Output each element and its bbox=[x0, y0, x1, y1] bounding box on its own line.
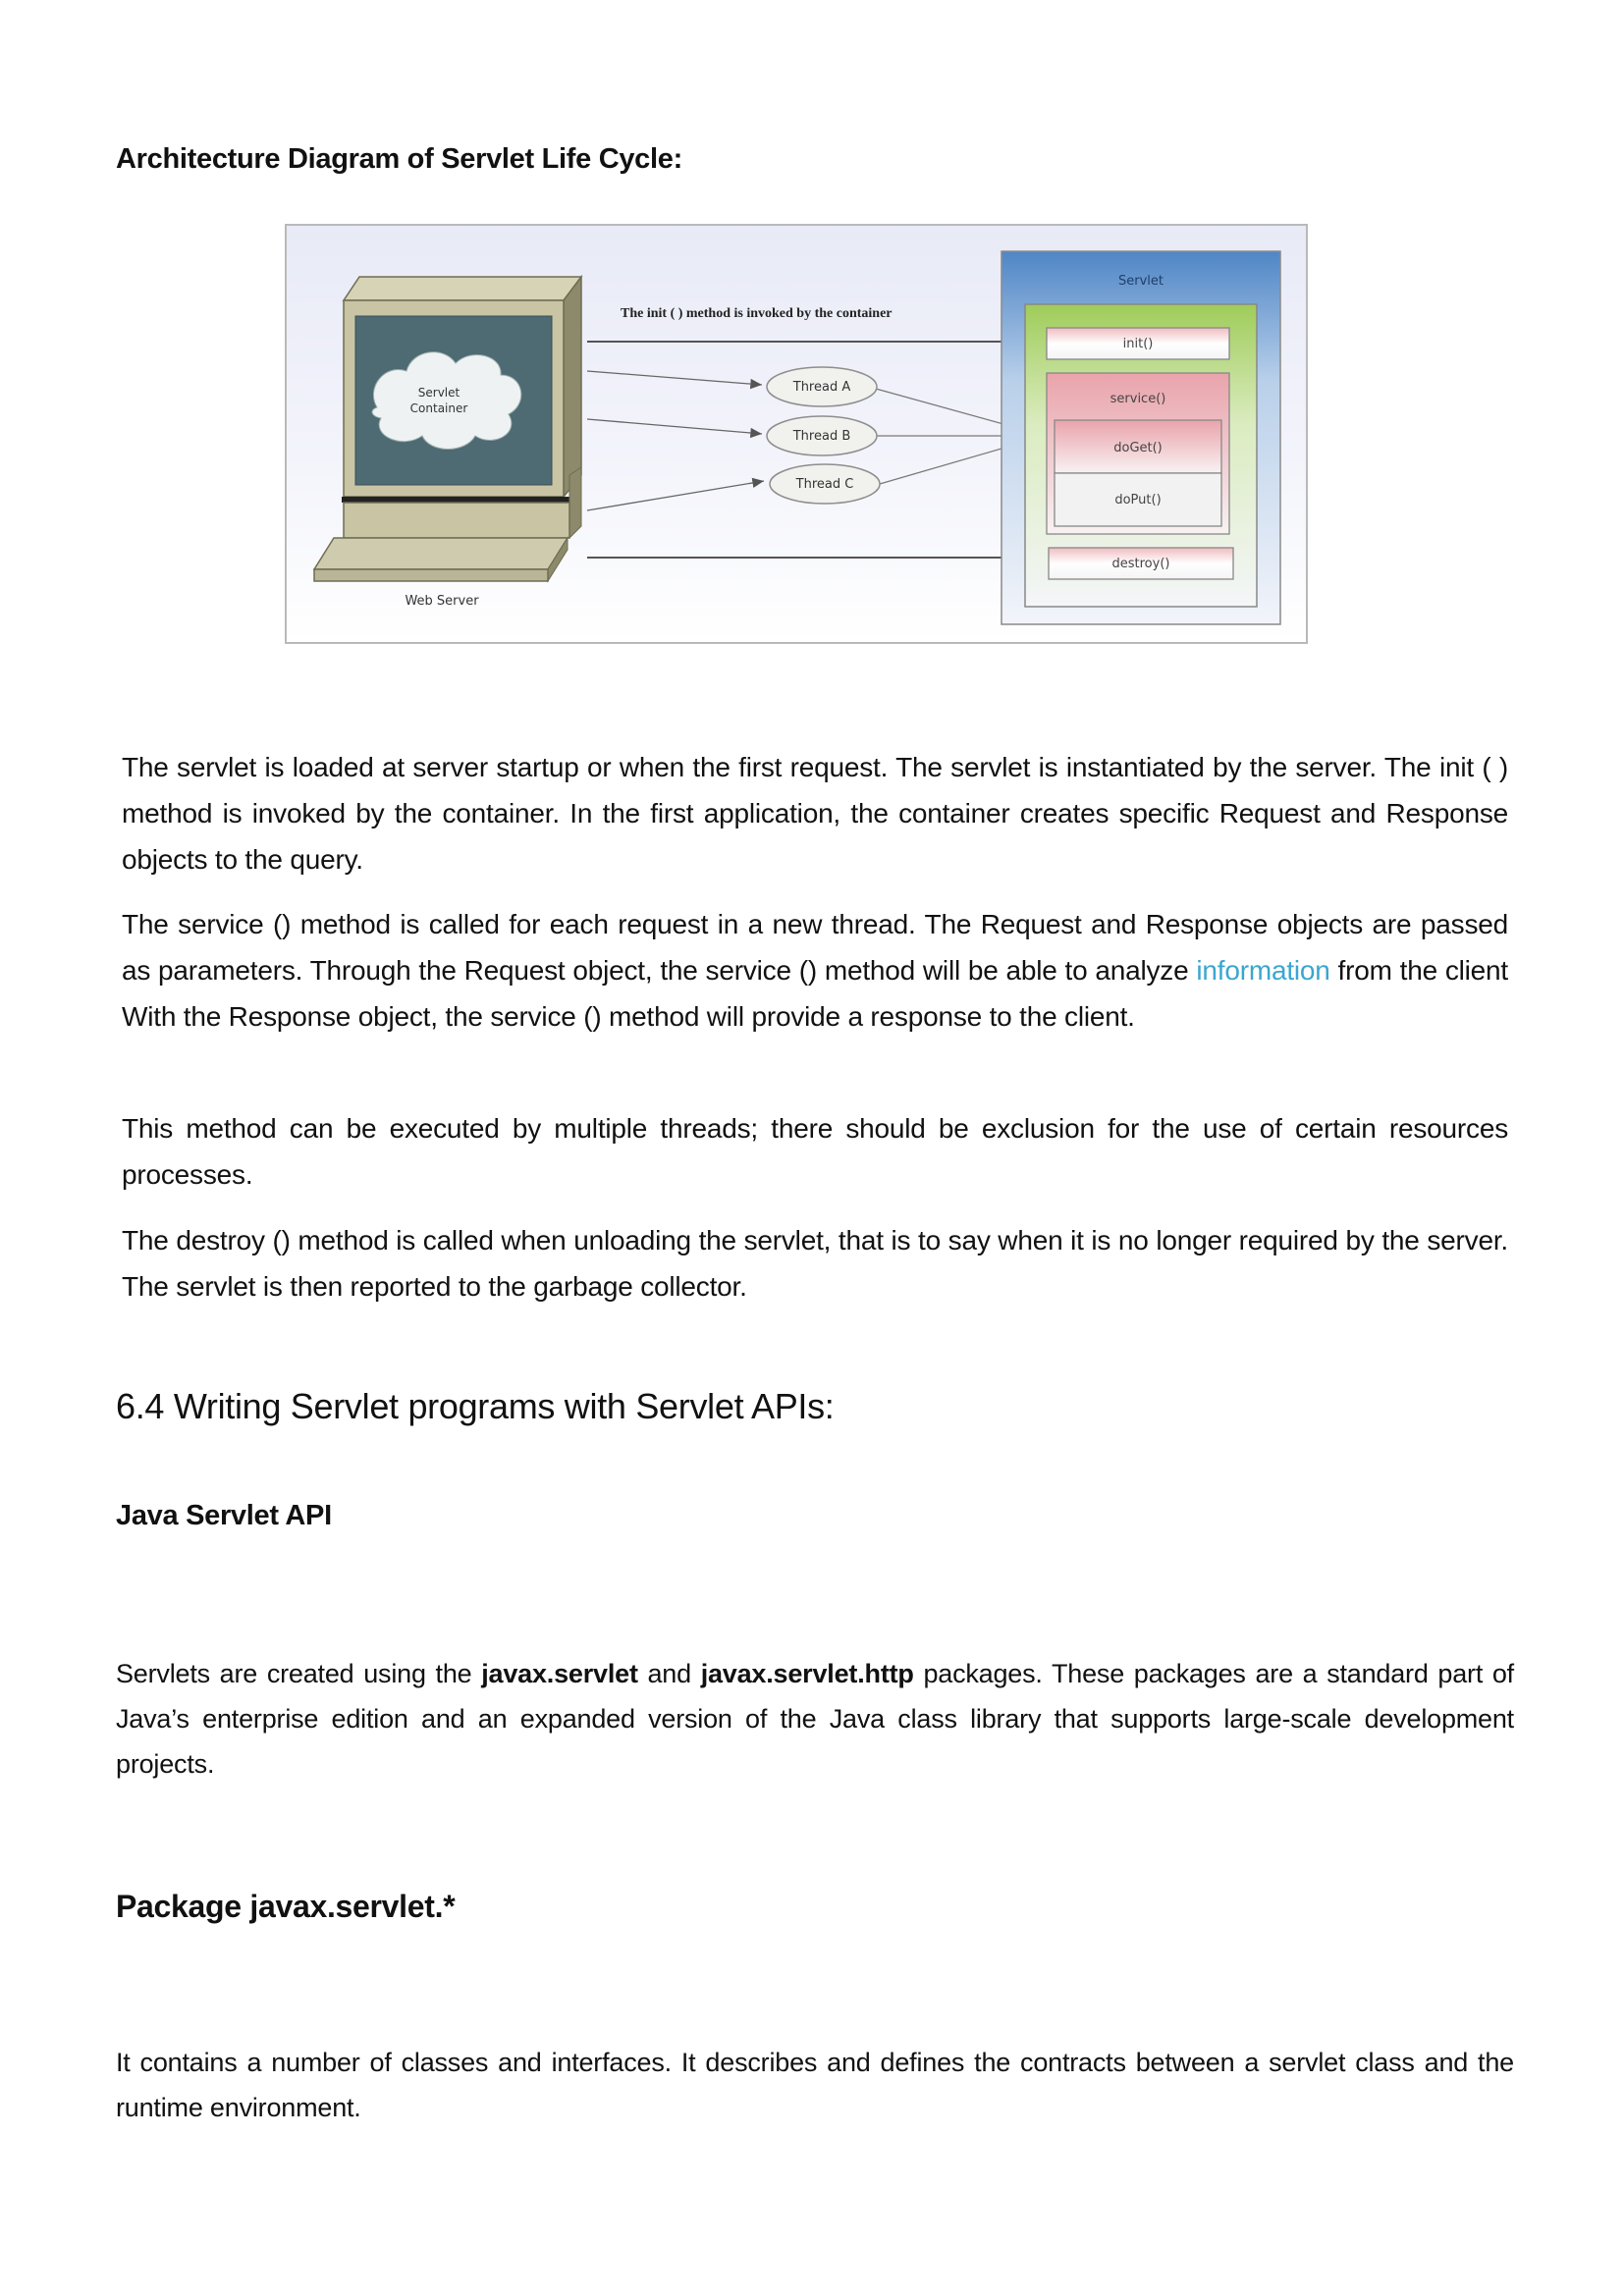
svg-text:Thread C: Thread C bbox=[795, 477, 854, 492]
svg-text:Thread B: Thread B bbox=[792, 429, 851, 444]
servlet-box bbox=[1001, 251, 1280, 624]
paragraph-package-description: It contains a number of classes and interfaces. It describes and defines the contracts between a servlet class and the runtime environment. bbox=[116, 2048, 1514, 2122]
servlet-lifecycle-diagram bbox=[285, 224, 1308, 644]
paragraph-servlet-packages: Servlets are created using the javax.servlet and javax.servlet.http packages. These packages are a standard part of Java’s enterprise edition and an expanded version of the Java class library that supports large-scale development projects. bbox=[116, 1659, 1514, 1779]
paragraph-service-method: The service () method is called for each request in a new thread. The Request and Response objects are passed as parameters. Through the Request object, the service () method will be able to analyze information from the client With the Response object, the service () method will provide a response to the client. bbox=[122, 909, 1509, 1032]
init-method-box bbox=[1047, 328, 1229, 359]
diagram-canvas bbox=[287, 226, 1308, 644]
svg-text:destroy(): destroy() bbox=[1111, 557, 1170, 571]
paragraph-multithreading: This method can be executed by multiple threads; there should be exclusion for the use of certain resources processes. bbox=[122, 1113, 1508, 1190]
destroy-method-box bbox=[1049, 548, 1233, 579]
svg-text:Thread A: Thread A bbox=[792, 380, 851, 395]
svg-text:init(): init() bbox=[1122, 337, 1154, 351]
svg-text:service(): service() bbox=[1110, 392, 1166, 406]
section-title: 6.4 Writing Servlet programs with Servlet APIs: bbox=[116, 1386, 835, 1426]
svg-text:doPut(): doPut() bbox=[1114, 493, 1162, 507]
javax-servlet-http-package: javax.servlet.http bbox=[700, 1659, 914, 1688]
java-servlet-api-heading: Java Servlet API bbox=[116, 1500, 332, 1531]
diagram-heading: Architecture Diagram of Servlet Life Cycle: bbox=[116, 143, 682, 175]
javax-servlet-package: javax.servlet bbox=[481, 1659, 638, 1688]
information-link[interactable]: information bbox=[1196, 955, 1330, 986]
thread-a-node bbox=[767, 367, 877, 406]
thread-b-node bbox=[767, 416, 877, 455]
init-caption: The init ( ) method is invoked by the container bbox=[621, 306, 893, 321]
doput-method-box bbox=[1055, 473, 1221, 526]
web-server-computer-icon bbox=[314, 277, 581, 581]
svg-text:doGet(): doGet() bbox=[1113, 441, 1163, 455]
package-heading: Package javax.servlet.* bbox=[116, 1889, 456, 1924]
web-server-label: Web Server bbox=[405, 594, 479, 609]
svg-text:Container: Container bbox=[409, 401, 468, 415]
container-label: Servlet bbox=[417, 386, 460, 400]
paragraph-servlet-loading: The servlet is loaded at server startup or when the first request. The servlet is instantiated by the server. The init ( ) method is invoked by the container. In the first application, the container creates specific Request and Response objects to the query. bbox=[122, 752, 1508, 875]
doget-method-box bbox=[1055, 420, 1221, 473]
servlet-label: Servlet bbox=[1118, 274, 1164, 289]
paragraph-destroy-method: The destroy () method is called when unloading the servlet, that is to say when it is no longer required by the server. The servlet is then reported to the garbage collector. bbox=[122, 1225, 1508, 1302]
thread-c-node bbox=[770, 464, 880, 504]
